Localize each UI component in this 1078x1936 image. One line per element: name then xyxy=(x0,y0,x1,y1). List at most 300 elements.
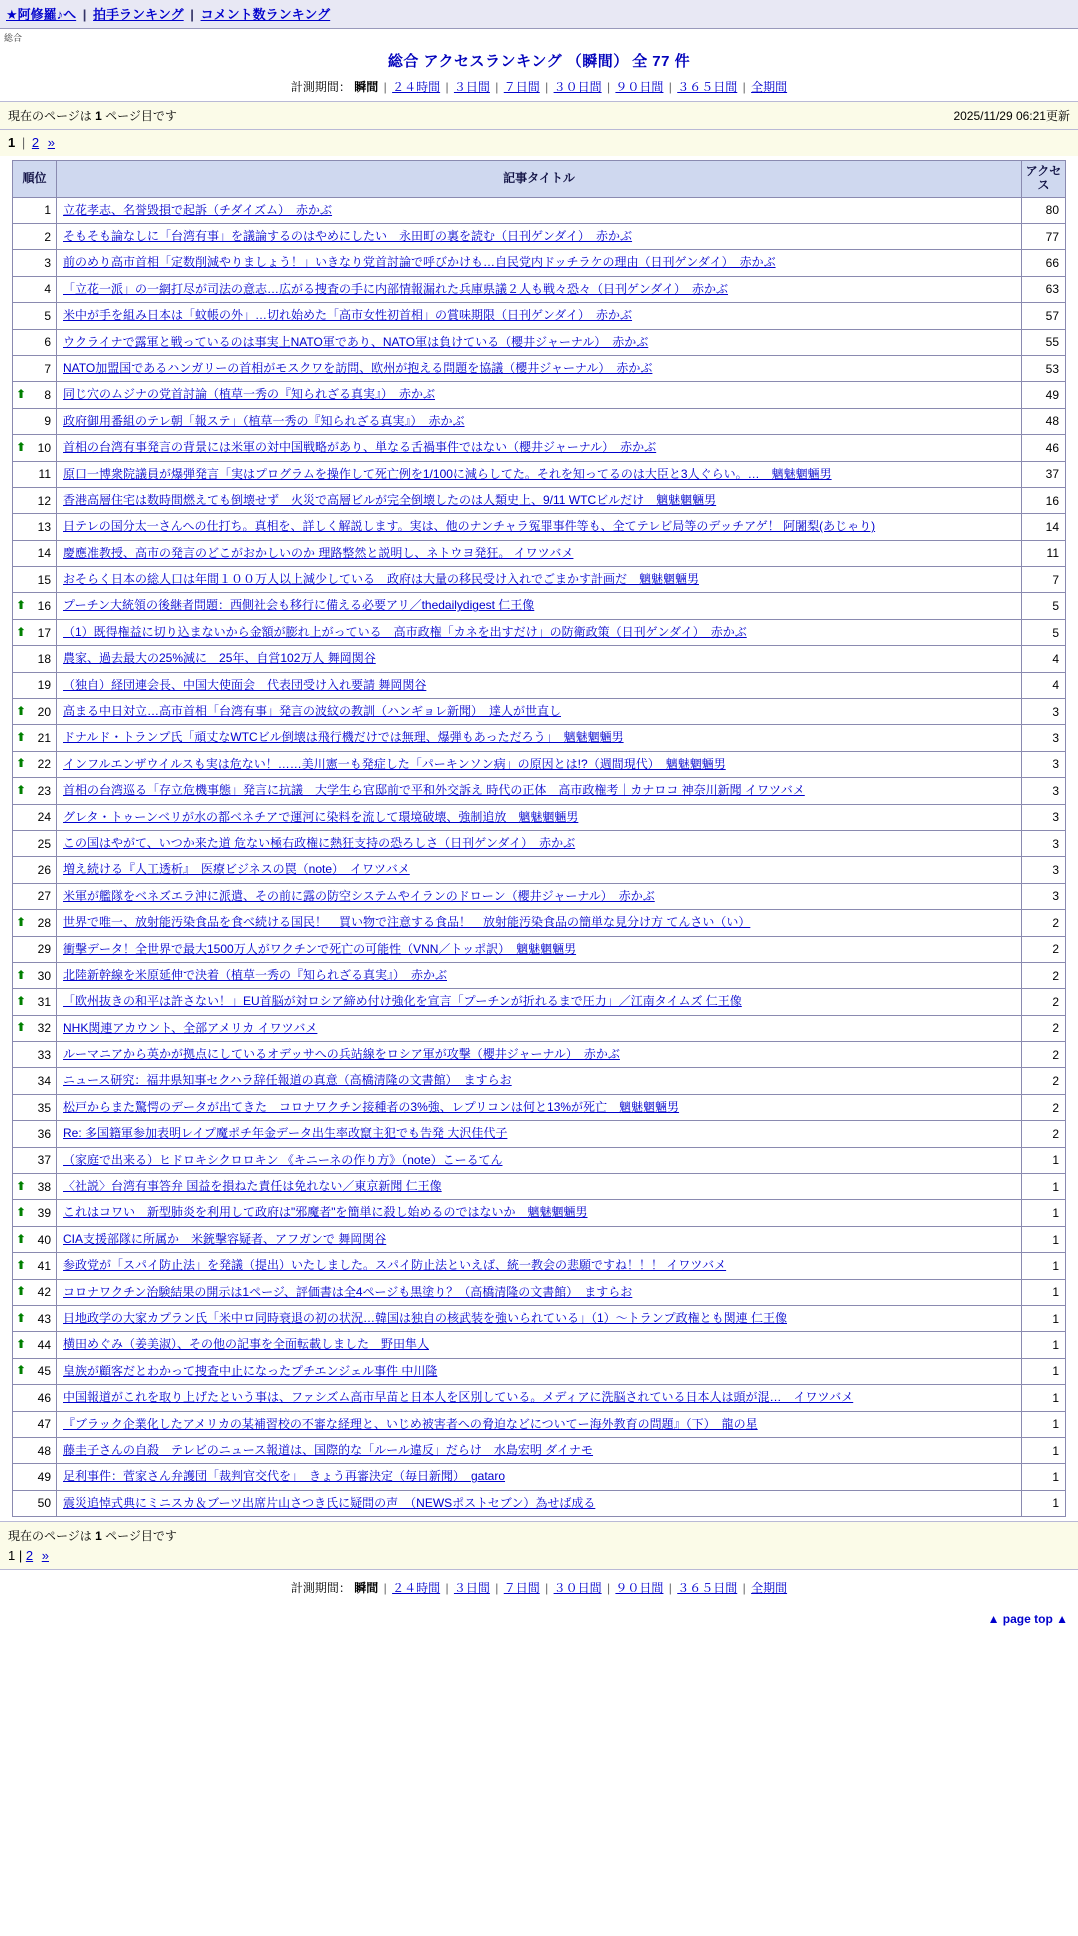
article-title-link[interactable]: プーチン大統領の後継者問題：西側社会も移行に備える必要アリ／thedailydigest 仁王像 xyxy=(63,598,535,613)
nav-link-comment-ranking[interactable]: コメント数ランキング xyxy=(200,7,331,22)
bottom-current-page-prefix: 現在のページは xyxy=(8,1529,92,1544)
rank-cell xyxy=(13,1068,57,1094)
table-row xyxy=(13,593,1066,619)
period-link-90d[interactable]: ９０日間 xyxy=(615,80,664,94)
arrow-up-icon: ⬆ xyxy=(16,703,27,718)
arrow-up-icon: ⬆ xyxy=(16,1205,27,1220)
article-title-cell xyxy=(57,672,1022,698)
period-bar-b1: | xyxy=(383,1581,387,1596)
rank-number: 29 xyxy=(37,942,51,957)
access-count-cell: 77 xyxy=(1022,223,1066,249)
pager-page-2[interactable]: 2 xyxy=(31,135,40,150)
access-count-cell: 63 xyxy=(1022,276,1066,302)
article-title-link[interactable]: Re: 多国籍軍参加表明レイプ魔ポチ年金データ出生率改竄主犯でも告発 大沢佳代子 xyxy=(63,1126,508,1141)
access-count-cell: 2 xyxy=(1022,936,1066,962)
article-title-link[interactable]: CIA支援部隊に所属か 米銃撃容疑者、アフガンで 舞岡関谷 xyxy=(63,1231,387,1246)
article-title-cell xyxy=(57,725,1022,751)
table-row xyxy=(13,1042,1066,1068)
rank-cell xyxy=(13,936,57,962)
rank-cell xyxy=(13,303,57,329)
rank-number: 49 xyxy=(37,1470,51,1485)
rank-number: 41 xyxy=(37,1258,51,1273)
article-title-link[interactable]: 立花孝志、名誉毀損で起訴（チダイズム） 赤かぶ xyxy=(63,202,333,217)
article-title-link[interactable]: 横田めぐみ（姜美淑）、その他の記事を全面転載しました 野田隼人 xyxy=(63,1337,430,1352)
article-title-link[interactable]: 米中が手を組み日本は「蚊帳の外」…切れ始めた「高市女性初首相」の賞味期限（日刊ゲンダイ） 赤かぶ xyxy=(63,308,633,323)
article-title-cell xyxy=(57,250,1022,276)
table-row xyxy=(13,1226,1066,1252)
rank-cell xyxy=(13,1464,57,1490)
article-title-cell xyxy=(57,487,1022,513)
article-title-cell xyxy=(57,567,1022,593)
rank-number: 25 xyxy=(37,836,51,851)
rank-number: 20 xyxy=(37,704,51,719)
rank-cell xyxy=(13,1490,57,1516)
article-title-link[interactable]: NHK関連アカウント、全部アメリカ イワツバメ xyxy=(63,1020,318,1035)
table-row xyxy=(13,1385,1066,1411)
article-title-link[interactable]: 農家、過去最大の25%減に 25年、自営102万人 舞岡関谷 xyxy=(63,651,376,666)
rank-cell xyxy=(13,408,57,434)
table-row xyxy=(13,804,1066,830)
table-row xyxy=(13,540,1066,566)
table-header-row xyxy=(13,161,1066,198)
article-title-link[interactable]: 藤圭子さんの自殺 テレビのニュース報道は、国際的な「ルール違反」だらけ 水島宏明 ダイナモ xyxy=(63,1442,594,1457)
access-count-cell: 1 xyxy=(1022,1279,1066,1305)
access-count-cell: 3 xyxy=(1022,699,1066,725)
table-row xyxy=(13,435,1066,461)
article-title-cell xyxy=(57,223,1022,249)
article-title-link[interactable]: これはコワい 新型肺炎を利用して政府は"邪魔者"を簡単に殺し始めるのではないか 魑魅魍魎男 xyxy=(63,1205,588,1220)
rank-cell xyxy=(13,883,57,909)
access-count-cell: 1 xyxy=(1022,1306,1066,1332)
arrow-up-icon: ⬆ xyxy=(16,387,27,402)
access-count-cell: 1 xyxy=(1022,1147,1066,1173)
access-count-cell: 2 xyxy=(1022,1068,1066,1094)
article-title-cell xyxy=(57,699,1022,725)
article-title-link[interactable]: 同じ穴のムジナの党首討論（植草一秀の『知られざる真実』） 赤かぶ xyxy=(63,387,436,402)
pager-bar-bottom: | xyxy=(18,1548,23,1564)
rank-number: 2 xyxy=(44,229,51,244)
period-link-3d[interactable]: ３日間 xyxy=(453,80,490,94)
arrow-up-icon: ⬆ xyxy=(16,1231,27,1246)
article-title-link[interactable]: 北陸新幹線を米原延伸で決着（植草一秀の『知られざる真実』） 赤かぶ xyxy=(63,967,448,982)
rank-number: 27 xyxy=(37,889,51,904)
article-title-link[interactable]: 増え続ける『人工透析』 医療ビジネスの罠（note） イワツバメ xyxy=(63,862,410,877)
rank-number: 45 xyxy=(37,1364,51,1379)
arrow-up-icon: ⬆ xyxy=(16,994,27,1008)
arrow-up-icon: ⬆ xyxy=(16,1284,27,1299)
rank-cell xyxy=(13,1385,57,1411)
article-title-link[interactable]: （1）既得権益に切り込まないから金額が膨れ上がっている 高市政権「カネを出すだけ」の防衛政策（日刊ゲンダイ） 赤かぶ xyxy=(63,624,747,639)
article-title-cell xyxy=(57,514,1022,540)
period-bar-4: | xyxy=(545,80,549,94)
period-bar-5: | xyxy=(606,80,611,94)
article-title-link[interactable]: ニュース研究：福井県知事セクハラ辞任報道の真意（高橋清隆の文書館） ますらお xyxy=(63,1073,512,1088)
access-count-cell: 3 xyxy=(1022,830,1066,856)
access-count-cell: 7 xyxy=(1022,567,1066,593)
article-title-cell xyxy=(57,355,1022,381)
updated-timestamp: 2025/11/29 06:21更新 xyxy=(953,109,1070,123)
access-count-cell: 2 xyxy=(1022,1015,1066,1041)
access-count-cell: 37 xyxy=(1022,461,1066,487)
access-count-cell: 5 xyxy=(1022,619,1066,645)
rank-cell xyxy=(13,1226,57,1252)
access-count-cell: 14 xyxy=(1022,514,1066,540)
rank-cell xyxy=(13,514,57,540)
article-title-link[interactable]: （家庭で出来る）ヒドロキシクロロキン 《キニーネの作り方》（note）こーるてん xyxy=(63,1152,503,1167)
arrow-up-icon: ⬆ xyxy=(16,1363,27,1378)
article-title-cell xyxy=(57,1253,1022,1279)
article-title-link[interactable]: 慶應准教授、高市の発言のどこがおかしいのか 理路整然と説明し、ネトウヨ発狂。 イワツバメ xyxy=(63,545,574,560)
rank-cell xyxy=(13,778,57,804)
rank-number: 4 xyxy=(44,282,51,297)
article-title-cell xyxy=(57,329,1022,355)
ranking-table xyxy=(12,160,1066,1517)
article-title-link[interactable]: グレタ・トゥーンベリが水の都ベネチアで運河に染料を流して環境破壊、強制追放 魑魅魍魎男 xyxy=(63,809,579,824)
article-title-link[interactable]: 米軍が艦隊をベネズエラ沖に派遣、その前に露の防空システムやイランのドローン（櫻井ジャーナル） 赤かぶ xyxy=(63,888,655,903)
pager-bottom-current: 1 xyxy=(8,1548,16,1564)
rank-cell xyxy=(13,751,57,777)
rank-number: 17 xyxy=(37,625,51,640)
access-count-cell: 3 xyxy=(1022,778,1066,804)
rank-number: 38 xyxy=(37,1179,51,1194)
period-link-30d[interactable]: ３０日間 xyxy=(553,80,602,94)
article-title-cell xyxy=(57,1437,1022,1463)
arrow-up-icon: ⬆ xyxy=(16,730,27,745)
rank-number: 35 xyxy=(37,1100,51,1115)
article-title-cell xyxy=(57,461,1022,487)
rank-cell xyxy=(13,540,57,566)
access-count-cell: 1 xyxy=(1022,1464,1066,1490)
rank-cell xyxy=(13,1358,57,1384)
article-title-link[interactable]: 『ブラック企業化したアメリカの某補習校の不審な経理と、いじめ被害者への脅迫などについてー海外教育の問題』（下） 龍の星 xyxy=(63,1416,758,1431)
table-row xyxy=(13,910,1066,936)
article-title-link[interactable]: この国はやがて、いつか来た道 危ない極右政権に熱狂支持の恐ろしさ（日刊ゲンダイ） 赤かぶ xyxy=(63,835,576,850)
rank-number: 1 xyxy=(44,203,51,218)
page-title-block xyxy=(0,48,1078,73)
period-bar-b5: | xyxy=(606,1581,611,1596)
access-count-cell: 2 xyxy=(1022,1094,1066,1120)
pager-bar-top: | xyxy=(21,135,26,150)
table-row xyxy=(13,646,1066,672)
article-title-link[interactable]: 高まる中日対立…高市首相「台湾有事」発言の波紋の教訓（ハンギョレ新聞） 達人が世直し xyxy=(63,704,562,719)
table-row xyxy=(13,408,1066,434)
rank-cell xyxy=(13,1200,57,1226)
article-title-cell xyxy=(57,778,1022,804)
current-page-status xyxy=(8,107,177,124)
rank-number: 37 xyxy=(37,1153,51,1168)
access-count-cell: 1 xyxy=(1022,1253,1066,1279)
table-row xyxy=(13,1015,1066,1041)
pager-next-bottom[interactable]: » xyxy=(41,1548,49,1564)
article-title-link[interactable]: 皇族が顧客だとわかって捜査中止になったプチエンジェル事件 中川隆 xyxy=(63,1363,438,1378)
access-count-cell: 53 xyxy=(1022,355,1066,381)
article-title-link[interactable]: 首相の台湾巡る「存立危機事態」発言に抗議 大学生ら官邸前で平和外交訴え 時代の正体 高市政権考｜カナロコ 神奈川新聞 イワツバメ xyxy=(63,783,805,798)
article-title-link[interactable]: 首相の台湾有事発言の背景には米軍の対中国戦略があり、単なる舌禍事件ではない（櫻井ジャーナル） 赤かぶ xyxy=(63,440,657,455)
rank-number: 18 xyxy=(37,651,51,666)
table-row xyxy=(13,1411,1066,1437)
table-row xyxy=(13,830,1066,856)
rank-number: 32 xyxy=(37,1021,51,1036)
rank-number: 7 xyxy=(44,361,51,376)
period-link-7d-bottom[interactable]: ７日間 xyxy=(503,1581,540,1596)
article-title-cell xyxy=(57,1358,1022,1384)
access-count-cell: 2 xyxy=(1022,910,1066,936)
article-title-cell xyxy=(57,593,1022,619)
period-selector-top xyxy=(0,73,1078,101)
rank-number: 15 xyxy=(37,572,51,587)
page-top-link[interactable]: ▲ page top ▲ xyxy=(987,1612,1068,1627)
access-count-cell: 1 xyxy=(1022,1332,1066,1358)
table-row xyxy=(13,197,1066,223)
arrow-up-icon: ⬆ xyxy=(16,756,27,771)
period-selector-bottom xyxy=(0,1570,1078,1606)
access-count-cell: 4 xyxy=(1022,672,1066,698)
article-title-cell xyxy=(57,1226,1022,1252)
access-count-cell: 57 xyxy=(1022,303,1066,329)
article-title-cell xyxy=(57,1385,1022,1411)
access-count-cell: 2 xyxy=(1022,962,1066,988)
table-row xyxy=(13,962,1066,988)
article-title-cell xyxy=(57,1200,1022,1226)
article-title-link[interactable]: 松戸からまた驚愕のデータが出てきた コロナワクチン接種者の3%強、レプリコンは何と13%が死亡 魑魅魍魎男 xyxy=(63,1099,680,1114)
article-title-cell xyxy=(57,1042,1022,1068)
period-label-bottom: 計測期間： xyxy=(290,1581,351,1596)
article-title-cell xyxy=(57,540,1022,566)
article-title-cell xyxy=(57,936,1022,962)
article-title-link[interactable]: 足利事件：菅家さん弁護団「裁判官交代を」 きょう再審決定（毎日新聞） gataro xyxy=(63,1469,506,1484)
article-title-link[interactable]: 香港高層住宅は数時間燃えても倒壊せず 火災で高層ビルが完全倒壊したのは人類史上、9/11 WTCビルだけ 魑魅魍魎男 xyxy=(63,492,717,507)
table-row xyxy=(13,936,1066,962)
rank-cell xyxy=(13,989,57,1015)
article-title-cell xyxy=(57,751,1022,777)
article-title-link[interactable]: おそらく日本の総人口は年間１００万人以上減少している 政府は大量の移民受け入れでごまかす計画だ 魑魅魍魎男 xyxy=(63,572,700,587)
article-title-cell xyxy=(57,408,1022,434)
article-title-link[interactable]: 前のめり高市首相「定数削減やりましょう！」いきなり党首討論で呼びかけも…自民党内ドッチラケの理由（日刊ゲンダイ） 赤かぶ xyxy=(63,255,776,270)
rank-cell xyxy=(13,435,57,461)
access-count-cell: 16 xyxy=(1022,487,1066,513)
arrow-up-icon: ⬆ xyxy=(16,1257,27,1272)
rank-number: 34 xyxy=(37,1074,51,1089)
table-row xyxy=(13,487,1066,513)
article-title-link[interactable]: 参政党が「スパイ防止法」を発議（提出）いたしました。スパイ防止法といえば、統一教会の悲願ですね！！！ イワツバメ xyxy=(63,1258,727,1273)
rank-cell xyxy=(13,910,57,936)
pager-next-top[interactable]: » xyxy=(47,135,55,150)
table-row xyxy=(13,751,1066,777)
table-row xyxy=(13,567,1066,593)
table-row xyxy=(13,778,1066,804)
rank-number: 23 xyxy=(37,783,51,798)
period-bar-2: | xyxy=(445,80,449,94)
pager-bottom-page-2[interactable]: 2 xyxy=(25,1548,34,1564)
rank-cell xyxy=(13,1306,57,1332)
period-link-all[interactable]: 全期間 xyxy=(751,80,788,94)
rank-number: 30 xyxy=(37,968,51,983)
nav-link-clap-ranking[interactable]: 拍手ランキング xyxy=(93,7,184,22)
rank-cell xyxy=(13,1253,57,1279)
article-title-link[interactable]: 政府御用番組のテレ朝「報ステ」（植草一秀の『知られざる真実』） 赤かぶ xyxy=(63,413,465,428)
rank-number: 31 xyxy=(37,995,51,1009)
article-title-cell xyxy=(57,1411,1022,1437)
access-count-cell: 2 xyxy=(1022,1042,1066,1068)
rank-cell xyxy=(13,250,57,276)
rank-number: 43 xyxy=(37,1311,51,1326)
current-page-prefix: 現在のページは xyxy=(8,109,92,123)
rank-number: 8 xyxy=(44,388,51,403)
rank-number: 36 xyxy=(37,1126,51,1141)
table-row xyxy=(13,1358,1066,1384)
article-title-cell xyxy=(57,382,1022,408)
access-count-cell: 46 xyxy=(1022,435,1066,461)
period-link-all-bottom[interactable]: 全期間 xyxy=(751,1581,788,1596)
table-row xyxy=(13,1174,1066,1200)
rank-cell xyxy=(13,593,57,619)
rank-cell xyxy=(13,329,57,355)
table-row xyxy=(13,857,1066,883)
table-row xyxy=(13,725,1066,751)
table-row xyxy=(13,1094,1066,1120)
access-count-cell: 2 xyxy=(1022,989,1066,1015)
page-title: 総合 アクセスランキング （瞬間） xyxy=(387,53,629,70)
period-link-24h-bottom[interactable]: ２４時間 xyxy=(392,1581,441,1596)
current-page-suffix: ページ目です xyxy=(105,109,177,123)
article-title-link[interactable]: 震災追悼式典にミニスカ＆ブーツ出席片山さつき氏に疑問の声 （NEWSポストセブン）為せば成る xyxy=(63,1495,596,1510)
article-title-link[interactable]: コロナワクチン治験結果の開示は1ページ、評価書は全4ページも黒塗り？（高橋清隆の文書館） ますらお xyxy=(63,1284,633,1299)
article-title-link[interactable]: ドナルド・トランプ氏「頑丈なWTCビル倒壊は飛行機だけでは無理、爆弾もあっただろう」 魑魅魍魎男 xyxy=(63,730,624,745)
rank-number: 9 xyxy=(44,414,51,429)
rank-number: 5 xyxy=(44,308,51,323)
article-title-link[interactable]: （独自）経団連会長、中国大使面会 代表団受け入れ要請 舞岡関谷 xyxy=(63,677,427,692)
period-link-24h[interactable]: ２４時間 xyxy=(392,80,441,94)
period-bar-b3: | xyxy=(495,1581,499,1596)
article-title-link[interactable]: 「欧州抜きの和平は許さない！」EU首脳が対ロシア締め付け強化を宣言「プーチンが折れるまで圧力」／江南タイムズ 仁王像 xyxy=(63,994,742,1009)
period-bar-b4: | xyxy=(545,1581,549,1596)
table-row xyxy=(13,619,1066,645)
article-title-cell xyxy=(57,1279,1022,1305)
access-count-cell: 1 xyxy=(1022,1490,1066,1516)
article-title-cell xyxy=(57,197,1022,223)
rank-number: 6 xyxy=(44,335,51,350)
page-status-bar-bottom xyxy=(0,1521,1078,1546)
rank-number: 19 xyxy=(37,678,51,693)
period-link-30d-bottom[interactable]: ３０日間 xyxy=(553,1581,602,1596)
access-count-cell: 5 xyxy=(1022,593,1066,619)
header-title: 記事タイトル xyxy=(57,161,1022,198)
period-link-3d-bottom[interactable]: ３日間 xyxy=(453,1581,490,1596)
access-count-cell: 1 xyxy=(1022,1200,1066,1226)
article-title-cell xyxy=(57,857,1022,883)
article-title-link[interactable]: そもそも論なしに「台湾有事」を議論するのはやめにしたい 永田町の裏を読む（日刊ゲンダイ） 赤かぶ xyxy=(63,228,633,243)
article-title-link[interactable]: 〈社説〉台湾有事答弁 国益を損ねた責任は免れない／東京新聞 仁王像 xyxy=(63,1179,442,1194)
period-link-365d[interactable]: ３６５日間 xyxy=(677,80,738,94)
table-row xyxy=(13,699,1066,725)
nav-separator-2: | xyxy=(190,7,194,22)
table-row xyxy=(13,883,1066,909)
article-title-cell xyxy=(57,1464,1022,1490)
rank-cell xyxy=(13,857,57,883)
rank-number: 44 xyxy=(37,1338,51,1353)
rank-number: 14 xyxy=(37,546,51,561)
total-count: 全 77 件 xyxy=(632,53,691,70)
access-count-cell: 3 xyxy=(1022,883,1066,909)
rank-cell xyxy=(13,1411,57,1437)
rank-number: 47 xyxy=(37,1417,51,1432)
rank-number: 39 xyxy=(37,1206,51,1221)
rank-cell xyxy=(13,1437,57,1463)
period-bar-3: | xyxy=(495,80,499,94)
article-title-link[interactable]: 日地政学の大家カプラン氏「米中ロ同時衰退の初の状況…韓国は独自の核武装を強いられている」（1）〜トランプ政権とも関連 仁王像 xyxy=(63,1311,788,1325)
table-row xyxy=(13,514,1066,540)
period-link-365d-bottom[interactable]: ３６５日間 xyxy=(677,1581,738,1596)
rank-cell xyxy=(13,197,57,223)
table-row xyxy=(13,1068,1066,1094)
rank-number: 40 xyxy=(37,1232,51,1247)
article-title-link[interactable]: 「立花一派」の一網打尽が司法の意志…広がる捜査の手に内部情報漏れた兵庫県議２人も戦々恐々（日刊ゲンダイ） 赤かぶ xyxy=(63,281,729,296)
rank-cell xyxy=(13,567,57,593)
article-title-link[interactable]: 日テレの国分太一さんへの仕打ち。真相を、詳しく解説します。実は、他のナンチャラ冤罪事件等も、全てテレビ局等のデッチアゲ！ 阿闍梨(あじゃり) xyxy=(63,519,876,534)
page-top-link-container xyxy=(0,1606,1078,1636)
nav-link-asyura[interactable]: ★阿修羅♪へ xyxy=(6,7,77,22)
article-title-cell xyxy=(57,303,1022,329)
article-title-cell xyxy=(57,1490,1022,1516)
rank-cell xyxy=(13,1174,57,1200)
rank-cell xyxy=(13,1015,57,1041)
pager-current-page: 1 xyxy=(8,135,16,150)
article-title-link[interactable]: 原口一博衆院議員が爆弾発言「実はプログラムを操作して死亡例を1/100に減らしてた。それを知ってるのは大臣と3人ぐらい。… 魑魅魍魎男 xyxy=(63,466,832,481)
article-title-cell xyxy=(57,1332,1022,1358)
access-count-cell: 1 xyxy=(1022,1385,1066,1411)
article-title-link[interactable]: インフルエンザウイルスも実は危ない！……美川憲一も発症した「パーキンソン病」の原因とは!?（週間現代） 魑魅魍魎男 xyxy=(63,756,726,771)
rank-cell xyxy=(13,1279,57,1305)
access-count-cell: 55 xyxy=(1022,329,1066,355)
pager-top xyxy=(0,130,1078,156)
arrow-up-icon: ⬆ xyxy=(16,967,27,982)
rank-cell xyxy=(13,382,57,408)
rank-number: 50 xyxy=(37,1496,51,1511)
rank-cell xyxy=(13,461,57,487)
rank-cell xyxy=(13,646,57,672)
access-count-cell: 3 xyxy=(1022,725,1066,751)
article-title-link[interactable]: NATO加盟国であるハンガリーの首相がモスクワを訪問、欧州が抱える問題を協議（櫻井ジャーナル） 赤かぶ xyxy=(63,360,653,375)
rank-number: 48 xyxy=(37,1443,51,1458)
article-title-link[interactable]: 中国報道がこれを取り上げたという事は、ファシズム高市早苗と日本人を区別している。メディアに洗脳されている日本人は頭が混… イワツバメ xyxy=(63,1390,854,1405)
article-title-link[interactable]: 衝撃データ！全世界で最大1500万人がワクチンで死亡の可能性（VNN／トッポ訳） 魑魅魍魎男 xyxy=(63,941,577,956)
rank-number: 46 xyxy=(37,1390,51,1405)
rank-number: 11 xyxy=(38,467,51,482)
rank-number: 10 xyxy=(37,440,51,455)
article-title-link[interactable]: ルーマニアから英かが拠点にしているオデッサへの兵站線をロシア軍が攻撃（櫻井ジャーナル） 赤かぶ xyxy=(63,1047,620,1062)
article-title-cell xyxy=(57,962,1022,988)
article-title-link[interactable]: ウクライナで露軍と戦っているのは事実上NATO軍であり、NATO軍は負けている（櫻井ジャーナル） 赤かぶ xyxy=(63,334,649,349)
period-link-7d[interactable]: ７日間 xyxy=(503,80,540,94)
rank-number: 42 xyxy=(37,1285,51,1300)
article-title-link[interactable]: 世界で唯一、放射能汚染食品を食べ続ける国民！ 買い物で注意する食品！ 放射能汚染食品の簡単な見分け方 てんさい（い） xyxy=(63,915,751,930)
access-count-cell: 3 xyxy=(1022,804,1066,830)
period-bar-7: | xyxy=(742,80,746,94)
period-link-90d-bottom[interactable]: ９０日間 xyxy=(615,1581,664,1596)
period-bar-1: | xyxy=(383,80,387,94)
article-title-cell xyxy=(57,276,1022,302)
article-title-cell xyxy=(57,619,1022,645)
access-count-cell: 1 xyxy=(1022,1358,1066,1384)
table-row xyxy=(13,1306,1066,1332)
rank-number: 12 xyxy=(37,493,51,508)
access-count-cell: 48 xyxy=(1022,408,1066,434)
period-bar-6: | xyxy=(668,80,672,94)
article-title-cell xyxy=(57,1174,1022,1200)
article-title-cell xyxy=(57,1015,1022,1041)
period-bar-b6: | xyxy=(668,1581,672,1596)
pager-bottom xyxy=(0,1546,1078,1570)
